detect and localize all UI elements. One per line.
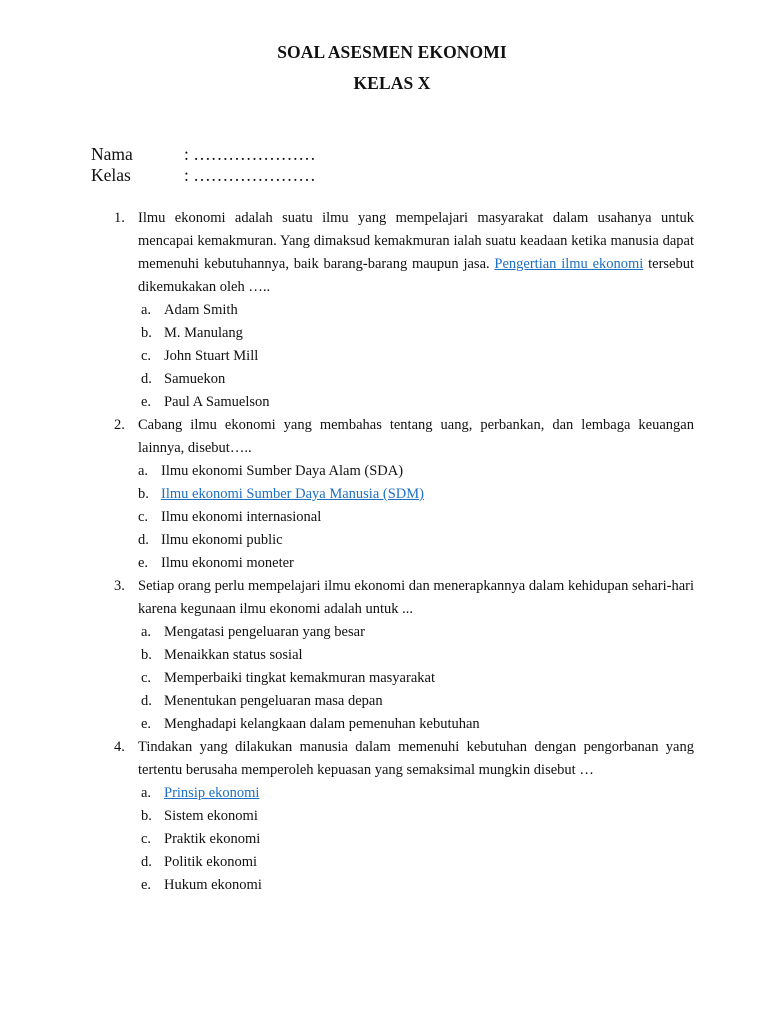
question-number: 1. [114,210,125,226]
option-e: e. Ilmu ekonomi moneter [138,555,294,571]
option-b: b. M. Manulang [141,325,243,341]
sdm-link[interactable]: Ilmu ekonomi Sumber Daya Manusia (SDM) [161,486,424,502]
question-3 [114,575,694,621]
option-a: a. Mengatasi pengeluaran yang besar [141,624,365,640]
question-1 [114,207,694,299]
option-d: d. Ilmu ekonomi public [138,532,283,548]
question-4 [114,736,694,782]
option-b: b. Ilmu ekonomi Sumber Daya Manusia (SDM) [114,483,694,506]
question-stem: Tindakan yang dilakukan manusia dalam memenuhi kebutuhan dengan pengorbanan yang tertentu berusaha memperoleh kepuasan yang semaksimal mungkin disebut … [138,739,694,778]
document-subtitle: KELAS X [353,73,431,93]
class-field [91,165,316,186]
option-d: d. Menentukan pengeluaran masa depan [141,693,383,709]
options-list [114,782,694,897]
question-stem: Setiap orang perlu mempelajari ilmu ekonomi dan menerapkannya dalam kehidupan sehari-hari karena kegunaan ilmu ekonomi adalah untuk ... [138,578,694,617]
option-c: c. Memperbaiki tingkat kemakmuran masyarakat [141,670,435,686]
document-title: SOAL ASESMEN EKONOMI [277,42,507,62]
option-e: e. Hukum ekonomi [141,877,262,893]
options-list [114,299,694,414]
option-c: c. Ilmu ekonomi internasional [138,509,322,525]
question-2 [114,414,694,460]
class-label: Kelas [91,165,131,185]
name-blank: : ………………… [184,144,316,164]
option-a: a. Adam Smith [141,302,238,318]
question-list [114,207,694,897]
option-e: e. Paul A Samuelson [141,394,270,410]
question-stem: Cabang ilmu ekonomi yang membahas tentang uang, perbankan, dan lembaga keuangan lainnya, disebut….. [138,417,694,456]
option-b: b. Menaikkan status sosial [141,647,303,663]
option-a: a. Ilmu ekonomi Sumber Daya Alam (SDA) [138,463,404,479]
name-label: Nama [91,144,133,164]
option-d: d. Politik ekonomi [141,854,258,870]
question-stem: Ilmu ekonomi adalah suatu ilmu yang mempelajari masyarakat dalam usahanya untuk mencapai kemakmuran. Yang dimaksud kemakmuran ialah suatu keadaan ketika manusia dapat memenuhi kebutuhannya, baik barang-barang maupun jasa. Pengertian ilmu ekonomi tersebut dikemukakan oleh ….. [138,210,695,295]
question-number: 3. [114,578,125,594]
question-number: 2. [114,417,125,433]
option-b: b. Sistem ekonomi [141,808,258,824]
options-list [114,460,694,575]
option-e: e. Menghadapi kelangkaan dalam pemenuhan kebutuhan [141,716,480,732]
option-a: a. Prinsip ekonomi [114,782,694,805]
options-list [114,621,694,736]
prinsip-ekonomi-link[interactable]: Prinsip ekonomi [164,785,260,801]
option-c: c. Praktik ekonomi [141,831,261,847]
question-number: 4. [114,739,125,755]
pengertian-ilmu-ekonomi-link[interactable]: Pengertian ilmu ekonomi [494,256,644,272]
class-blank: : ………………… [184,165,316,185]
name-field [91,144,316,165]
option-d: d. Samuekon [141,371,226,387]
option-c: c. John Stuart Mill [141,348,259,364]
